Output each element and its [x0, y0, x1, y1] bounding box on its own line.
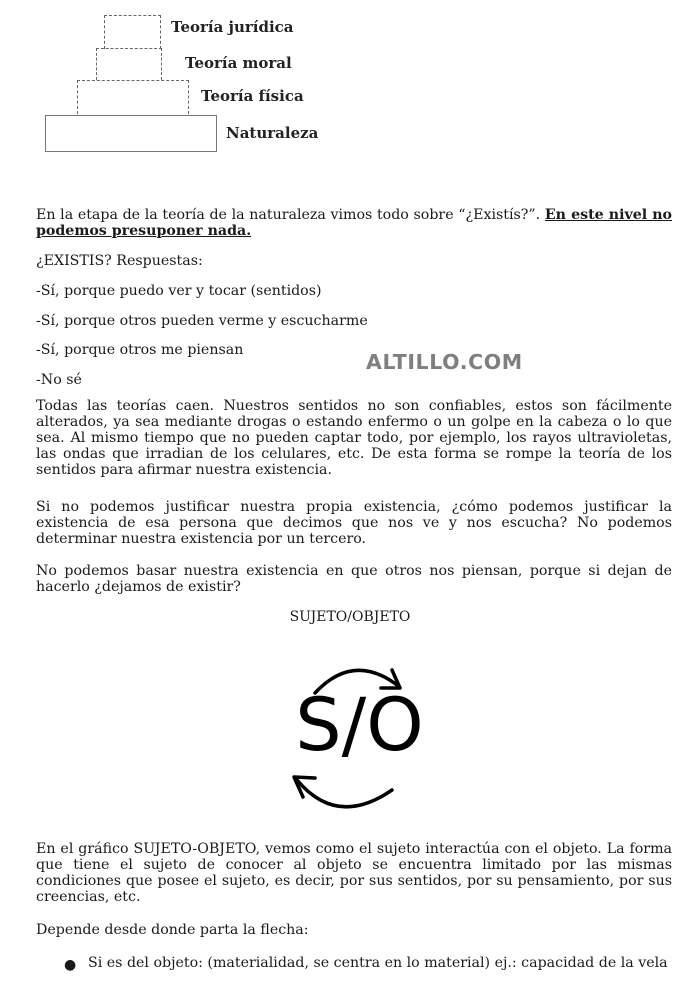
watermark: ALTILLO.COM [366, 350, 523, 374]
paragraph-intro [36, 207, 672, 239]
question-line: ¿EXISTIS? Respuestas: [36, 253, 203, 269]
level-label-naturaleza: Naturaleza [226, 124, 319, 142]
intro-emphasis: En este nivel no podemos presuponer nada. [36, 207, 672, 239]
answer-1: -Sí, porque puedo ver y tocar (sentidos) [36, 283, 322, 299]
subject-object-symbol: S/O [295, 683, 424, 768]
bullet-dot-icon: ● [64, 957, 77, 973]
answer-3: -Sí, porque otros me piensan [36, 342, 244, 358]
bullet-object: Si es del objeto: (materialidad, se centra en lo material) ej.: capacidad de la vela [88, 955, 668, 971]
level-label-juridica: Teoría jurídica [171, 18, 294, 36]
paragraph-senses: Todas las teorías caen. Nuestros sentidos no son confiables, estos son fácilmente alterados, ya sea mediante drogas o estando enfermo o un golpe en la cabeza o lo que sea. Al mismo tiempo que no pueden captar todo, por ejemplo, los rayos ultravioletas, las ondas que irradian de los celulares, etc. De esta forma se rompe la teoría de los sentidos para afirmar nuestra existencia. [36, 398, 672, 478]
answer-4: -No sé [36, 372, 82, 388]
level-box-moral [96, 48, 162, 80]
paragraph-graphic: En el gráfico SUJETO-OBJETO, vemos como el sujeto interactúa con el objeto. La forma que tiene el sujeto de conocer al objeto se encuentra limitado por las mismas condiciones que posee el sujeto, es decir, por sus sentidos, por su pensamiento, por sus creencias, etc. [36, 841, 672, 905]
paragraph-others-think: No podemos basar nuestra existencia en que otros nos piensan, porque si dejan de hacerlo ¿dejamos de existir? [36, 563, 672, 595]
level-label-moral: Teoría moral [185, 54, 292, 72]
level-box-naturaleza [45, 115, 217, 152]
theory-levels-diagram [0, 0, 700, 170]
figure-caption: SUJETO/OBJETO [289, 609, 411, 625]
level-label-fisica: Teoría física [201, 87, 304, 105]
level-box-juridica [104, 15, 161, 49]
paragraph-third-party: Si no podemos justificar nuestra propia existencia, ¿cómo podemos justificar la existencia de esa persona que decimos que nos ve y nos escucha? No podemos determinar nuestra existencia por un tercero. [36, 499, 672, 547]
paragraph-arrow: Depende desde donde parta la flecha: [36, 922, 309, 938]
answer-2: -Sí, porque otros pueden verme y escucharme [36, 313, 368, 329]
intro-text: En la etapa de la teoría de la naturaleza vimos todo sobre “¿Existís?”. [36, 207, 545, 223]
level-box-fisica [77, 80, 189, 114]
bottom-arrow-icon [297, 780, 392, 807]
